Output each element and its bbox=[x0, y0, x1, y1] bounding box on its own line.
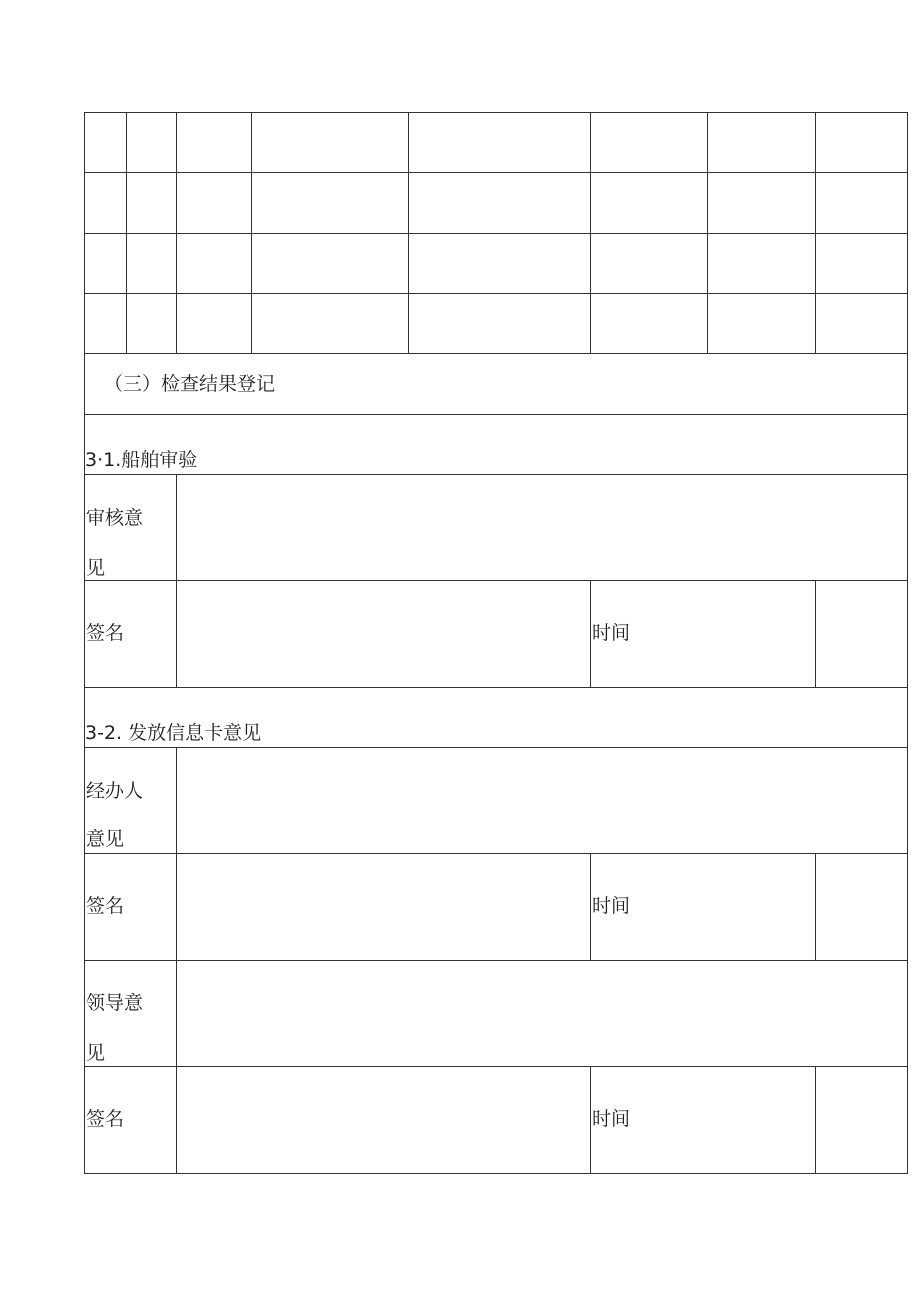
handler-signature-label: 签名 bbox=[86, 895, 125, 917]
handler-time-field[interactable] bbox=[816, 854, 907, 960]
handler-signature-field[interactable] bbox=[177, 854, 590, 960]
rule bbox=[84, 293, 908, 294]
handler-opinion-label-cont: 意见 bbox=[86, 828, 125, 850]
review-opinion-label: 审核意 bbox=[86, 507, 144, 529]
rule bbox=[84, 353, 908, 354]
rule bbox=[84, 172, 908, 173]
review-signature-field[interactable] bbox=[177, 581, 590, 687]
leader-signature-label: 签名 bbox=[86, 1108, 125, 1130]
leader-signature-field[interactable] bbox=[177, 1067, 590, 1173]
rule bbox=[815, 112, 816, 353]
handler-time-label: 时间 bbox=[592, 895, 631, 917]
rule bbox=[590, 853, 591, 960]
rule bbox=[251, 112, 252, 353]
rule bbox=[176, 112, 177, 353]
rule bbox=[707, 112, 708, 353]
item2-title: 3-2. 发放信息卡意见 bbox=[85, 722, 262, 744]
rule bbox=[84, 233, 908, 234]
leader-time-label: 时间 bbox=[592, 1108, 631, 1130]
leader-opinion-label-cont: 见 bbox=[86, 1042, 106, 1064]
rule bbox=[590, 112, 591, 353]
handler-opinion-label: 经办人 bbox=[86, 780, 144, 802]
rule bbox=[590, 1066, 591, 1173]
section-heading: （三）检查结果登记 bbox=[104, 373, 276, 395]
review-time-field[interactable] bbox=[816, 581, 907, 687]
rule bbox=[84, 414, 908, 415]
rule bbox=[84, 687, 908, 688]
review-opinion-field[interactable] bbox=[177, 475, 907, 580]
rule bbox=[907, 112, 908, 1174]
rule bbox=[84, 112, 908, 113]
review-signature-label: 签名 bbox=[86, 622, 125, 644]
rule bbox=[408, 112, 409, 353]
leader-time-field[interactable] bbox=[816, 1067, 907, 1173]
leader-opinion-field[interactable] bbox=[177, 961, 907, 1066]
rule bbox=[84, 1173, 908, 1174]
rule bbox=[590, 580, 591, 687]
rule bbox=[84, 112, 85, 1174]
handler-opinion-field[interactable] bbox=[177, 748, 907, 853]
review-opinion-label-cont: 见 bbox=[86, 557, 106, 579]
review-time-label: 时间 bbox=[592, 622, 631, 644]
leader-opinion-label: 领导意 bbox=[86, 992, 144, 1014]
item1-title: 3·1.船舶审验 bbox=[85, 449, 198, 471]
rule bbox=[126, 112, 127, 353]
